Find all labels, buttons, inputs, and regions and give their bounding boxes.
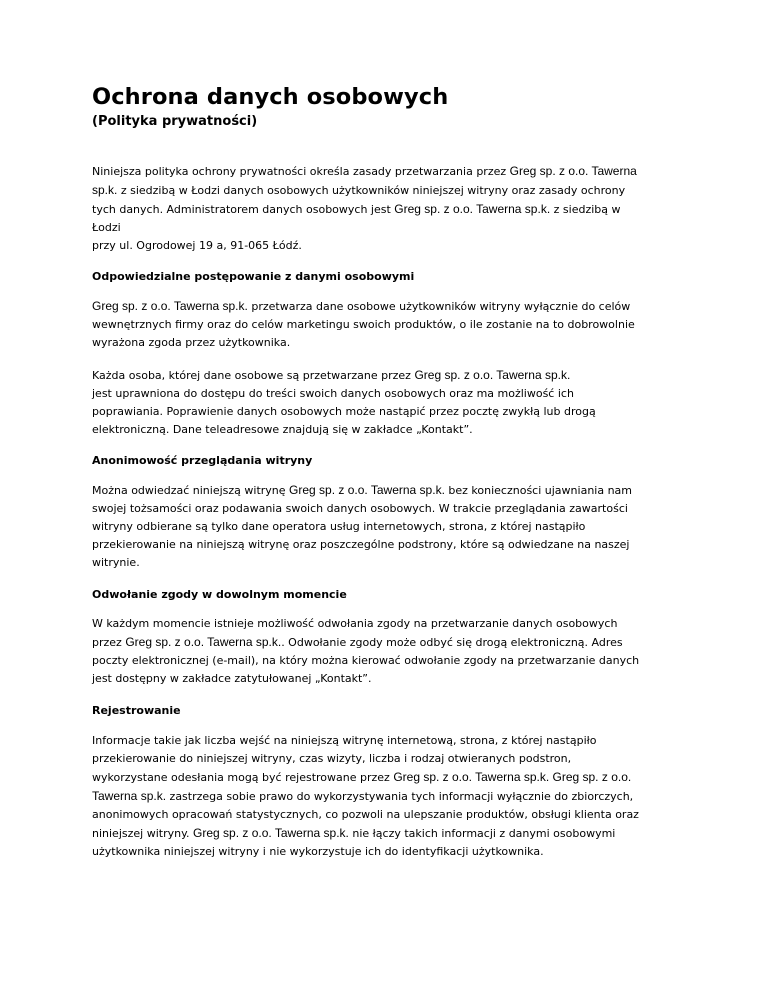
text-run: użytkownika niniejszej witryny i nie wykorzystuje ich do identyfikacji użytkownika. (92, 845, 544, 858)
text-run: swojej tożsamości oraz podawania swoich danych osobowych. W trakcie przeglądania zawartości (92, 502, 628, 515)
company-name: Greg sp. z o.o. Tawerna sp.k. (125, 635, 282, 649)
text-run: wykorzystane odesłania mogą być rejestrowane przez (92, 771, 394, 784)
text-run: przetwarza dane osobowe użytkowników witryny wyłącznie do celów (247, 300, 631, 313)
company-name: Tawerna sp.k. (92, 789, 167, 803)
text-run: wewnętrznych firmy oraz do celów marketingu swoich produktów, o ile zostanie na to dobrowolnie (92, 318, 635, 331)
intro-paragraph (92, 162, 682, 255)
text-run: niniejszej witryny. (92, 827, 194, 840)
company-name: Greg sp. z o.o. Tawerna sp.k. (394, 202, 551, 216)
text-line (92, 481, 682, 500)
text-line (92, 670, 682, 688)
company-name: Greg sp. z o.o. Tawerna sp.k. (414, 368, 571, 382)
text-run: bez konieczności ujawniania nam (444, 484, 633, 497)
text-line (92, 366, 682, 385)
section-paragraph (92, 732, 682, 861)
document-sections (92, 269, 682, 861)
section-paragraph (92, 615, 682, 688)
text-run: anonimowych opracowań statystycznych, co pozwoli na ulepszanie produktów, obsługi klienta oraz (92, 808, 639, 821)
page-subtitle: (Polityka prywatności) (92, 114, 258, 129)
text-line (92, 732, 682, 750)
section-heading: Odpowiedzialne postępowanie z danymi osobowymi (92, 270, 415, 283)
company-name: Greg sp. z o.o. Tawerna sp.k. (193, 826, 349, 840)
text-line (92, 787, 682, 806)
text-line (92, 500, 682, 518)
text-run: Każda osoba, której dane osobowe są przetwarzane przez (92, 369, 415, 382)
text-run: poprawiania. Poprawienie danych osobowych może nastąpić przez pocztę zwykłą lub drogą (92, 405, 596, 418)
section-paragraph (92, 297, 682, 352)
text-line (92, 219, 682, 237)
text-run: z siedzibą w (550, 203, 621, 216)
company-name: Greg sp. z o.o. Tawerna sp.k. Greg sp. z o.o. (393, 770, 632, 784)
text-run: wyrażona zgoda przez użytkownika. (92, 336, 291, 349)
text-line (92, 518, 682, 536)
text-run: nie łączy takich informacji z danymi osobowymi (348, 827, 616, 840)
text-run: Informacje takie jak liczba wejść na niniejszą witrynę internetową, strona, z której nastąpiło (92, 734, 597, 747)
text-run: Można odwiedzać niniejszą witrynę (92, 484, 290, 497)
text-run: jest dostępny w zakładce zatytułowanej „Kontakt”. (92, 672, 372, 685)
page-title: Ochrona danych osobowych (92, 84, 449, 110)
text-run: . Odwołanie zgody może odbyć się drogą elektroniczną. Adres (281, 636, 623, 649)
text-run: przy ul. Ogrodowej 19 a, 91-065 Łódź. (92, 239, 302, 252)
text-run: tych danych. Administratorem danych osobowych jest (92, 203, 395, 216)
section-heading: Odwołanie zgody w dowolnym momencie (92, 588, 347, 601)
section-paragraph (92, 366, 682, 439)
document-page (92, 84, 682, 861)
text-line (92, 768, 682, 787)
company-name: sp.k. (92, 183, 118, 197)
section-paragraph (92, 481, 682, 572)
section-heading: Rejestrowanie (92, 704, 181, 717)
text-run: przekierowanie na niniejszą witrynę oraz poszczególne podstrony, które są odwiedzane na naszej (92, 538, 630, 551)
text-run: poczty elektronicznej (e-mail), na który można kierować odwołanie zgody na przetwarzanie danych (92, 654, 640, 667)
text-line (92, 297, 682, 316)
company-name: Greg sp. z o.o. Tawerna sp.k. (92, 299, 248, 313)
text-line (92, 536, 682, 554)
text-line (92, 181, 682, 200)
text-run: witryny odbierane są tylko dane operatora usług internetowych, strona, z której nastąpiło (92, 520, 586, 533)
text-line (92, 615, 682, 633)
text-run: przekierowanie do niniejszej witryny, czas wizyty, liczba i rodzaj otwieranych podstron, (92, 752, 572, 765)
text-run: przez (92, 636, 126, 649)
text-line (92, 633, 682, 652)
text-line (92, 316, 682, 334)
text-run: W każdym momencie istnieje możliwość odwołania zgody na przetwarzanie danych osobowych (92, 617, 618, 630)
text-line (92, 750, 682, 768)
text-line (92, 334, 682, 352)
text-line (92, 554, 682, 572)
text-run: Łodzi (92, 221, 121, 234)
text-run: Niniejsza polityka ochrony prywatności określa zasady przetwarzania przez (92, 165, 510, 178)
company-name: Greg sp. z o.o. Tawerna (509, 164, 637, 178)
text-line (92, 824, 682, 843)
text-run: elektroniczną. Dane teleadresowe znajdują się w zakładce „Kontakt”. (92, 423, 473, 436)
text-line (92, 843, 682, 861)
text-run: zastrzega sobie prawo do wykorzystywania tych informacji wyłącznie do zbiorczych, (166, 790, 634, 803)
text-line (92, 162, 682, 181)
text-line (92, 237, 682, 255)
company-name: Greg sp. z o.o. Tawerna sp.k. (289, 483, 445, 497)
text-line (92, 200, 682, 219)
text-line (92, 421, 682, 439)
text-line (92, 403, 682, 421)
text-line (92, 385, 682, 403)
text-run: witrynie. (92, 556, 140, 569)
text-line (92, 652, 682, 670)
section-heading: Anonimowość przeglądania witryny (92, 454, 313, 467)
text-run: jest uprawniona do dostępu do treści swoich danych osobowych oraz ma możliwość ich (92, 387, 574, 400)
text-run: z siedzibą w Łodzi danych osobowych użytkowników niniejszej witryny oraz zasady ochrony (117, 184, 626, 197)
text-line (92, 806, 682, 824)
